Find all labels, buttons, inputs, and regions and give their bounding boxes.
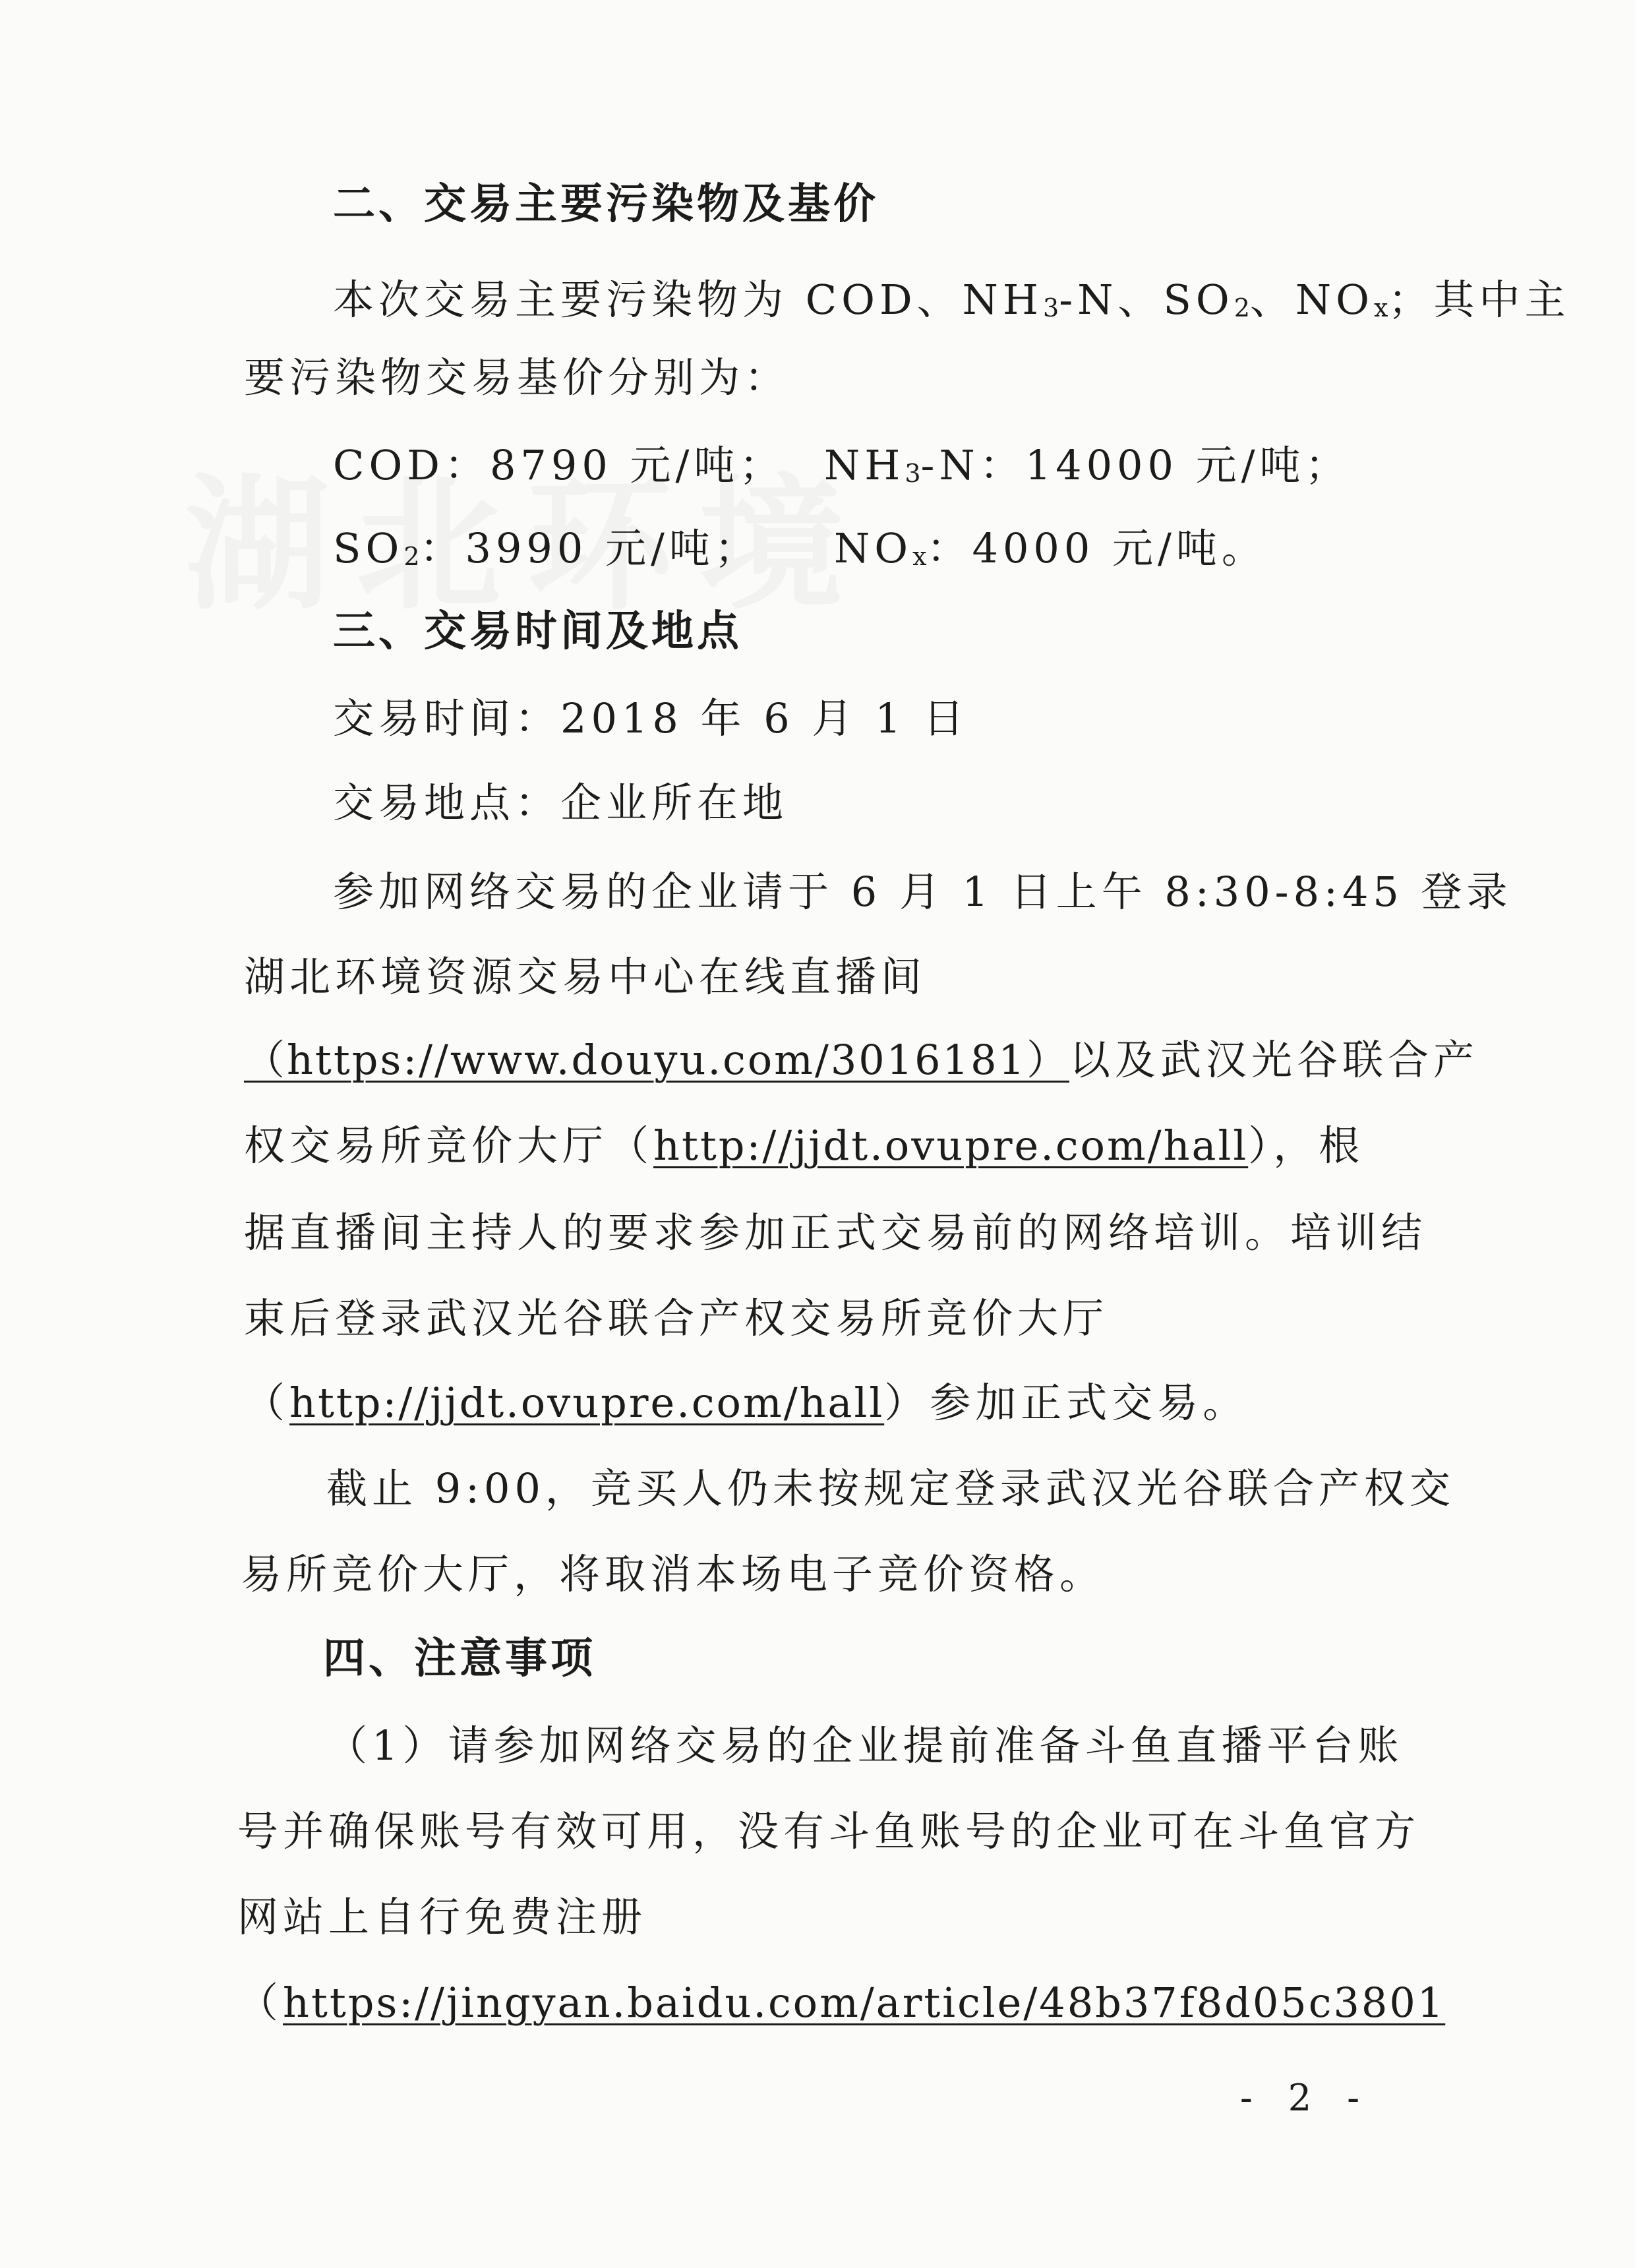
section-4-item-1-line-1: （1）请参加网络交易的企业提前准备斗鱼直播平台账	[326, 1721, 1404, 1770]
bidding-hall-link[interactable]: http://jjdt.ovupre.com/hall	[653, 1121, 1249, 1170]
price-nox: $NO_x$：4000 元/吨。	[834, 524, 1267, 572]
section-3-paragraph-line-3: （https://www.douyu.com/3016181）以及武汉光谷联合产	[244, 1036, 1479, 1084]
section-2-paragraph-line-1: 本次交易主要污染物为 COD、$NH_3-N$、$SO_2$、$NO_x$；其中主	[333, 276, 1570, 324]
section-3-heading: 三、交易时间及地点	[333, 607, 742, 656]
section-3-deadline-line-2: 易所竞价大厅，将取消本场电子竞价资格。	[241, 1550, 1106, 1598]
section-2-heading: 二、交易主要污染物及基价	[333, 180, 879, 229]
price-so2: $SO_2$：3990 元/吨；	[333, 524, 760, 572]
section-3-paragraph-line-6: 束后登录武汉光谷联合产权交易所竞价大厅	[244, 1294, 1109, 1342]
section-3-deadline-line-1: 截止 9:00，竞买人仍未按规定登录武汉光谷联合产权交	[326, 1464, 1455, 1512]
price-nh3n: $NH_3-N$：14000 元/吨；	[824, 441, 1351, 489]
section-3-paragraph-line-7: （http://jjdt.ovupre.com/hall）参加正式交易。	[244, 1379, 1249, 1427]
section-3-paragraph-line-2: 湖北环境资源交易中心在线直播间	[244, 953, 927, 1001]
section-2-paragraph-line-2: 要污染物交易基价分别为：	[244, 353, 790, 402]
price-cod: COD：8790 元/吨；	[333, 441, 785, 489]
section-4-item-1-line-2: 号并确保账号有效可用，没有斗鱼账号的企业可在斗鱼官方	[237, 1807, 1421, 1855]
section-4-item-1-line-3: 网站上自行免费注册	[237, 1893, 647, 1941]
trade-time: 交易时间：2018 年 6 月 1 日	[333, 694, 969, 742]
section-3-paragraph-line-1: 参加网络交易的企业请于 6 月 1 日上午 8:30-8:45 登录	[333, 868, 1512, 916]
section-4-item-1-line-4: （https://jingyan.baidu.com/article/48b37f8d05c3801	[237, 1979, 1446, 2027]
page-number: - 2 -	[1239, 2077, 1371, 2120]
douyu-live-link[interactable]: （https://www.douyu.com/3016181）	[244, 1036, 1069, 1084]
register-guide-link[interactable]: https://jingyan.baidu.com/article/48b37f8d05c3801	[283, 1979, 1446, 2027]
section-3-paragraph-line-5: 据直播间主持人的要求参加正式交易前的网络培训。培训结	[244, 1209, 1427, 1257]
section-4-heading: 四、注意事项	[323, 1634, 596, 1683]
bidding-hall-link-2[interactable]: http://jjdt.ovupre.com/hall	[289, 1379, 885, 1427]
section-3-paragraph-line-4: 权交易所竞价大厅（http://jjdt.ovupre.com/hall），根	[244, 1121, 1365, 1170]
trade-place: 交易地点：企业所在地	[333, 779, 788, 827]
